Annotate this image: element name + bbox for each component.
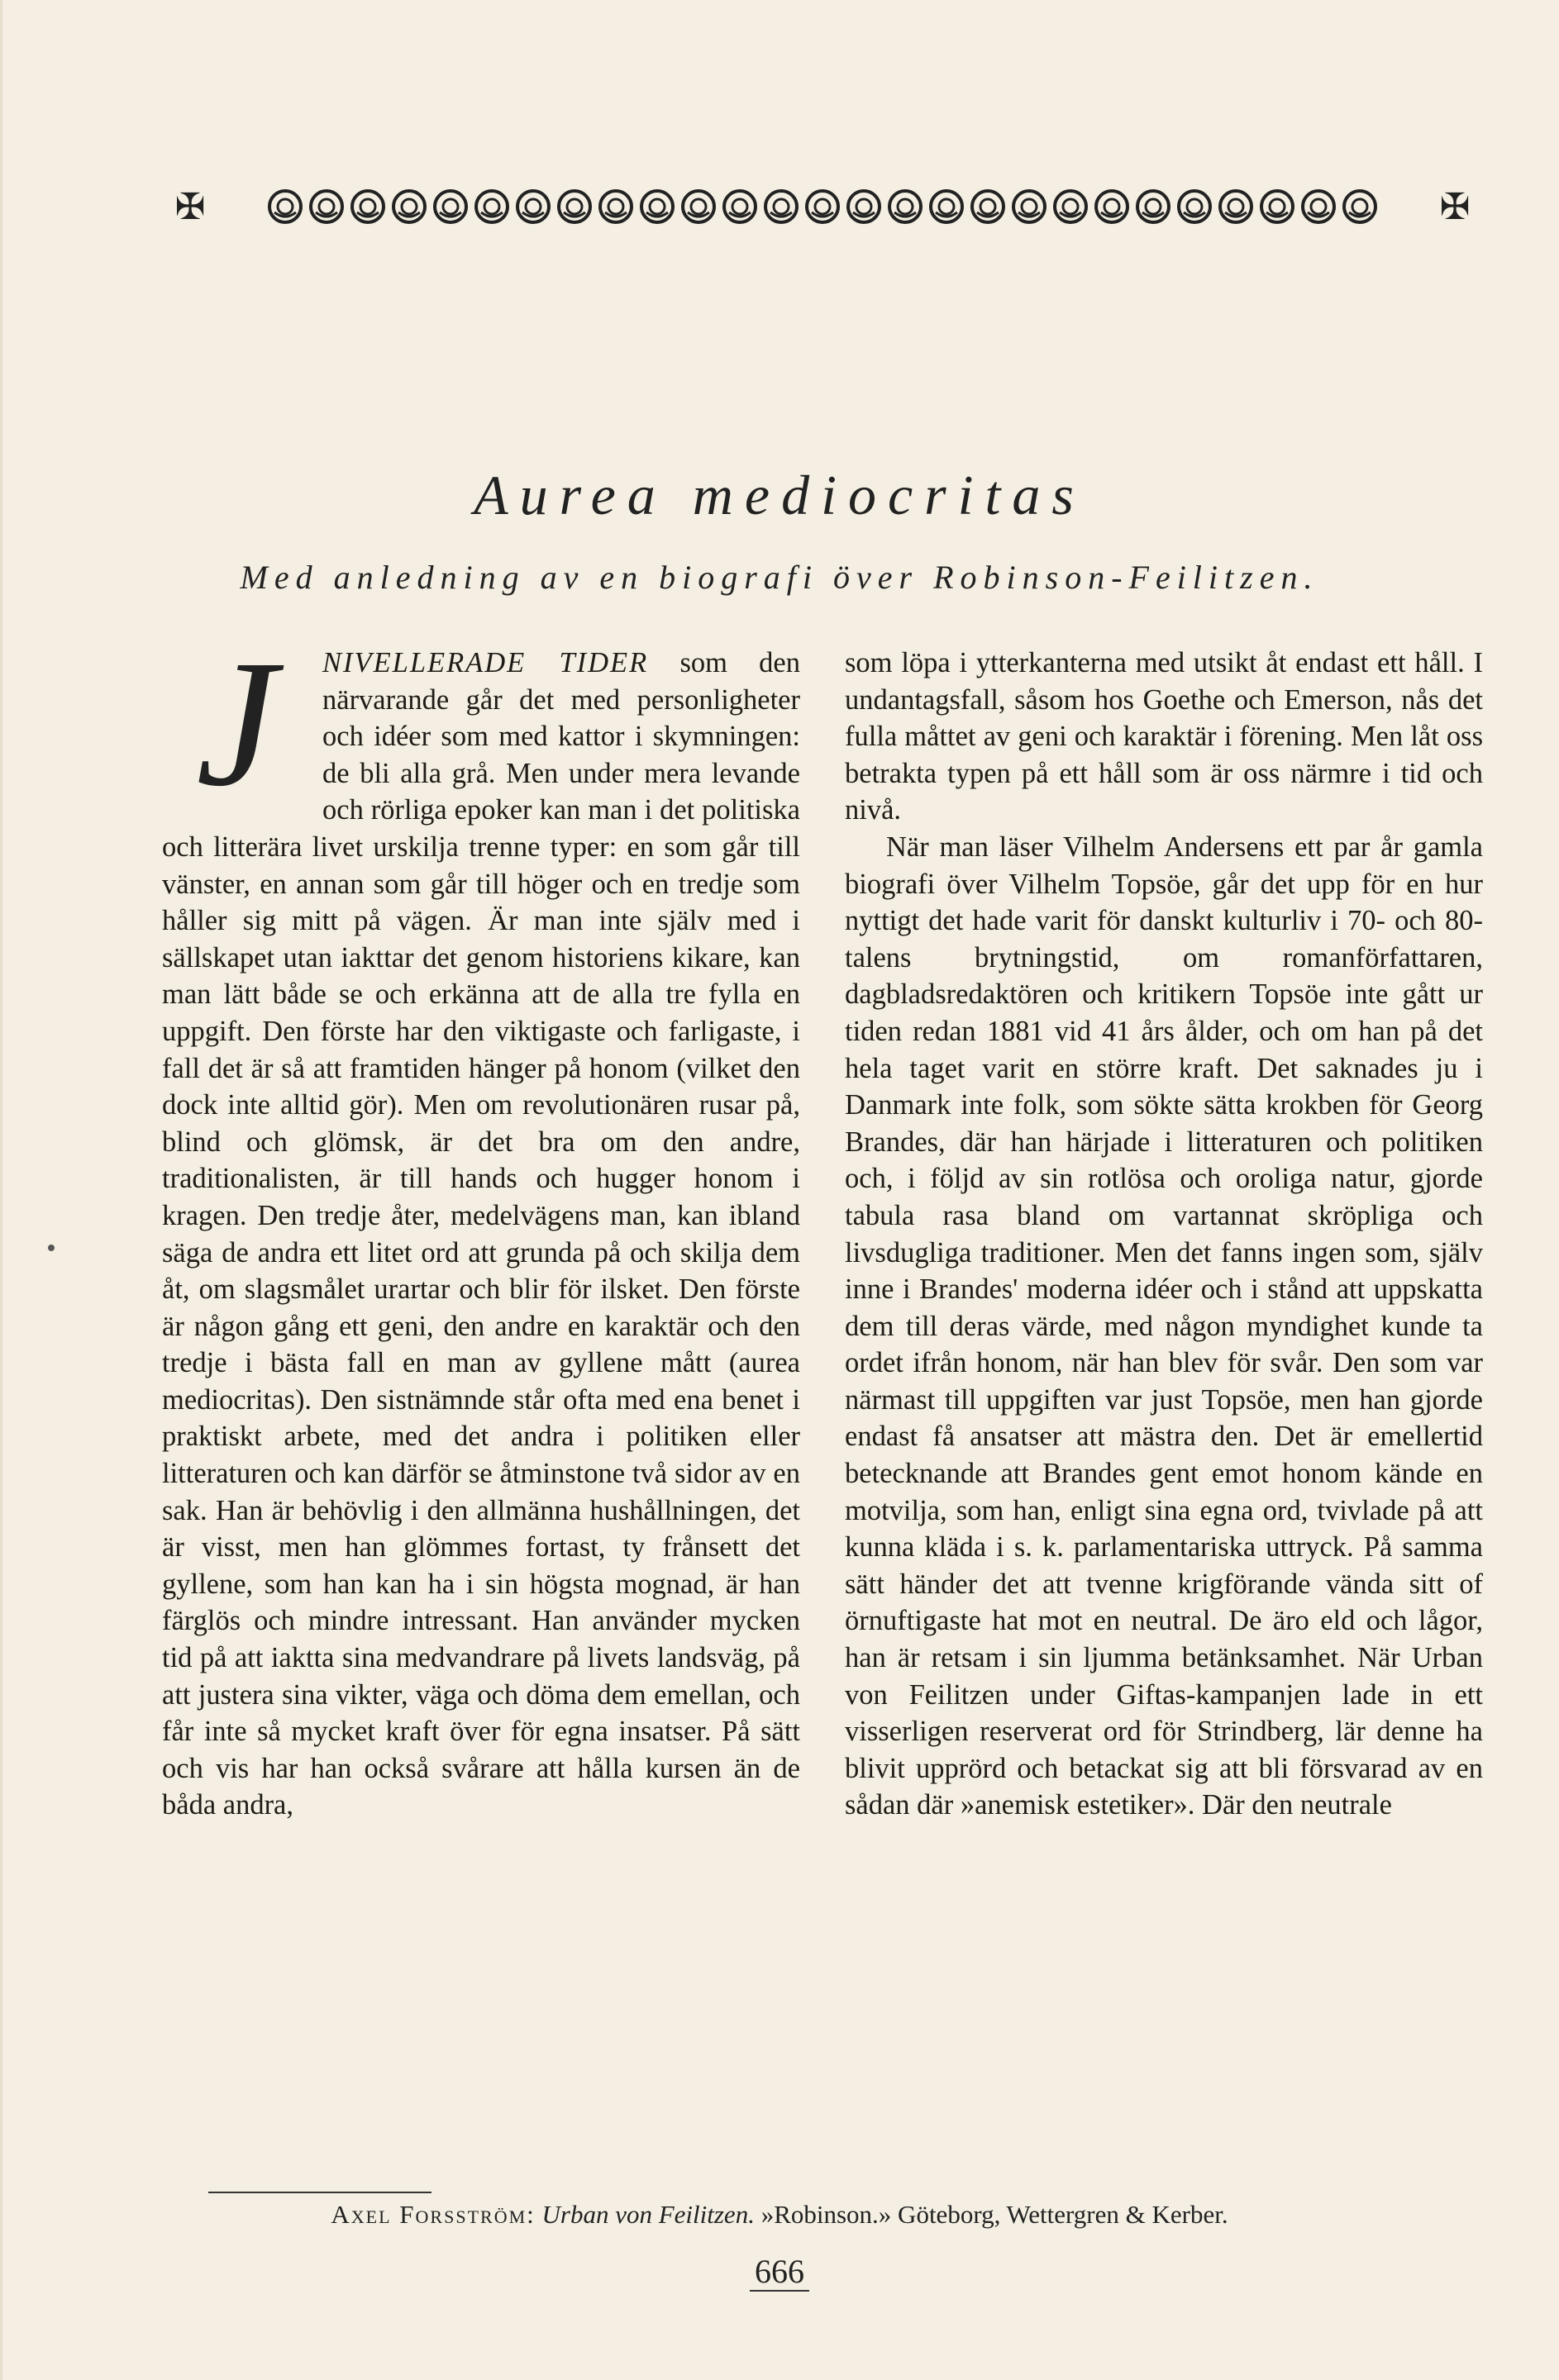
rosette-ornament-icon — [1051, 188, 1089, 226]
lead-caps: NIVELLERADE TIDER — [322, 647, 649, 678]
rosette-ornament-icon — [1134, 188, 1172, 226]
rosette-ornament-icon — [308, 188, 346, 226]
left-column — [162, 622, 800, 1824]
footnote — [0, 2200, 1559, 2230]
rosette-ornament-icon — [845, 188, 883, 226]
cross-ornament-icon: ✠ — [1439, 185, 1471, 228]
cross-ornament-icon: ✠ — [174, 185, 206, 228]
rosette-ornament-icon — [886, 188, 924, 226]
rosette-ornament-icon — [969, 188, 1007, 226]
rosette-ornament-icon — [266, 188, 304, 226]
rosette-ornament-icon — [1093, 188, 1131, 226]
right-column — [845, 645, 1483, 1824]
rosette-ornament-icon — [555, 188, 594, 226]
rosette-ornament-icon — [721, 188, 759, 226]
rosette-ornament-icon — [1010, 188, 1048, 226]
page-number-text: 666 — [750, 2253, 809, 2292]
footnote-rule — [208, 2192, 431, 2193]
ink-speck — [48, 1245, 55, 1251]
rosette-ornament-icon — [390, 188, 428, 226]
footnote-book: Urban von Feilitzen. — [541, 2200, 755, 2229]
page-number — [0, 2252, 1559, 2291]
right-paragraph-2: När man läser Vilhelm Andersens ett par år gamla biografi över Vilhelm Topsöe, går det upp för en hur nyttigt det hade varit för danskt kulturliv i 70- och 80-talens brytningstid, om romanförfattaren, dagbladsredaktören och kritikern Topsöe inte gått ur tiden redan 1881 vid 41 års ålder, och om han på det hela taget varit en större kraft. Det saknades ju i Danmark inte folk, som sökte sätta krokben för Georg Brandes, där han härjade i litteraturen och politiken och, i följd av sin rotlösa och oroliga natur, gjorde tabula rasa bland om vartannat skröpliga och livsdugliga traditioner. Men det fanns ingen som, själv inne i Brandes' moderna idéer och i stånd att uppskatta dem till deras värde, med någon myndighet kunde ta ordet ifrån honom, när han blev för svår. Den som var närmast till uppgiften var just Topsöe, men han gjorde endast få ansatser att mästra den. Det är emellertid betecknande att Brandes gent emot honom kände en motvilja, som han, enligt sina egna ord, tvivlade på att kunna kläda i s. k. parlamentariska uttryck. På samma sätt händer det att tvenne krigförande vända sitt of örnuftigaste hat mot en neutral. De äro eld och lågor, han är retsam i sin ljumma betänksamhet. När Urban von Feilitzen under Giftas-kampanjen lade in ett visserligen reserverat ord för Strindberg, lär denne ha blivit upprörd och betackat sig att bli försvarad av en sådan där »anemisk estetiker». Där den neutrale — [845, 831, 1483, 1821]
footnote-author: Axel Forsström: — [331, 2200, 536, 2229]
rosette-ornament-icon — [803, 188, 841, 226]
rosette-ornament-icon — [1217, 188, 1255, 226]
rosette-ornament-icon — [597, 188, 635, 226]
rosette-ornament-icon — [514, 188, 552, 226]
rosette-chain — [266, 188, 1379, 226]
rosette-ornament-icon — [349, 188, 387, 226]
footnote-publisher: »Robinson.» Göteborg, Wettergren & Kerber. — [760, 2200, 1228, 2229]
rosette-ornament-icon — [1299, 188, 1337, 226]
rosette-ornament-icon — [638, 188, 676, 226]
rosette-ornament-icon — [1175, 188, 1213, 226]
right-paragraph-1: som löpa i ytterkanterna med utsikt åt endast ett håll. I undantagsfall, såsom hos Goethe och Emerson, nås det fulla måttet av geni och karaktär i förening. Men låt oss betrakta typen på ett håll som är oss närmre i tid och nivå. — [845, 647, 1483, 826]
rosette-ornament-icon — [473, 188, 511, 226]
rosette-ornament-icon — [927, 188, 965, 226]
rosette-ornament-icon — [1258, 188, 1296, 226]
article-title: Aurea mediocritas — [474, 464, 1085, 526]
left-paragraph-text: som den närvarande går det med personligheter och idéer som med kattor i skymningen: de bli alla grå. Men under mera levande och rörliga epoker kan man i det politiska och litterära livet urskilja trenne typer: en som går till vänster, en annan som går till höger och en tredje som håller sig mitt på vägen. Är man inte själv med i sällskapet utan iakttar det genom historiens kikare, kan man lätt både se och erkänna att de alla tre fylla en uppgift. Den förste har den viktigaste och farligaste, i fall det är så att framtiden hänger på honom (vilket den dock inte alltid gör). Men om revolutionären rusar på, blind och glömsk, är det bra om den andre, traditionalisten, är till hands och hugger honom i kragen. Den tredje åter, medelvägens man, kan ibland säga de andra ett litet ord att grunda på och skilja dem åt, om slagsmålet urartar och blir för ilsket. Den förste är någon gång ett geni, den andre en karaktär och den tredje i bästa fall en man av gyllene mått (aurea mediocritas). Den sistnämnde står ofta med ena benet i praktiskt arbete, med det andra i politiken eller litteraturen och kan därför se åtminstone två sidor av en sak. Han är behövlig i den allmänna hushållningen, det är visst, men han glömmes fortast, ty frånsett det gyllene, som han kan ha i sin högsta mognad, är han färglös och mindre intressant. Han använder mycken tid på att iaktta sina medvandrare på livets landsväg, på att justera sina vikter, väga och döma dem emellan, och får inte så mycket kraft över för egna insatser. På sätt och vis har han också svårare att hålla kursen än de båda andra, — [162, 647, 800, 1821]
drop-cap: J — [196, 622, 277, 824]
rosette-ornament-icon — [679, 188, 718, 226]
article-subtitle: Med anledning av en biografi över Robinson-Feilitzen. — [240, 559, 1319, 596]
rosette-ornament-icon — [762, 188, 800, 226]
rosette-ornament-icon — [431, 188, 470, 226]
rosette-ornament-icon — [1341, 188, 1379, 226]
ornament-band — [174, 169, 1471, 244]
